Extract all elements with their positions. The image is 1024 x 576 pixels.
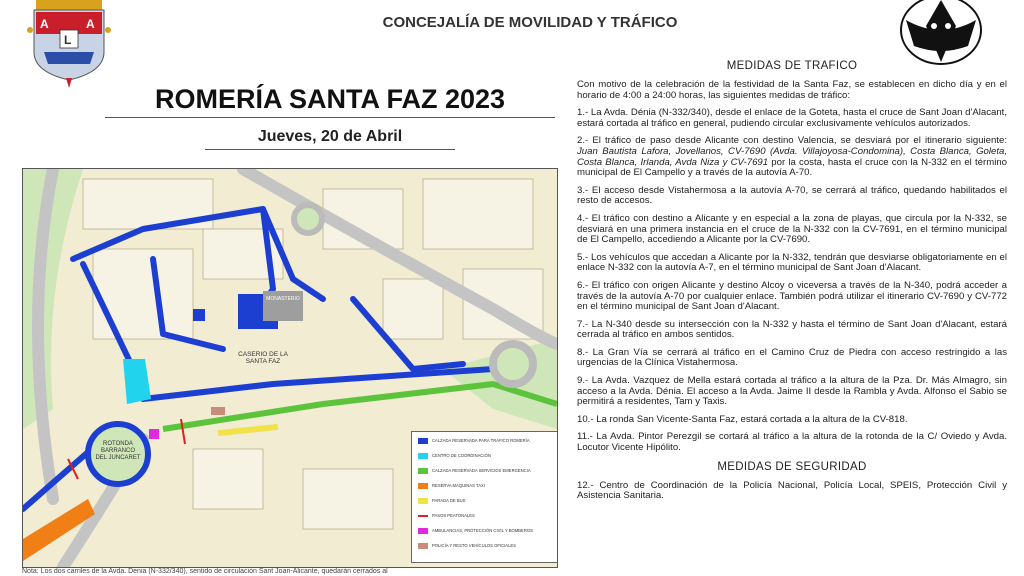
traffic-item: 10.- La ronda San Vicente-Santa Faz, estará cortada a la altura de la CV-818.: [577, 413, 908, 425]
santa-faz-emblem: [898, 0, 984, 68]
traffic-item: 8.- La Gran Vía se cerrará al tráfico en el Camino Cruz de Piedra con acceso restringido a las urgencias de la Clínica Vistahermosa.: [577, 346, 1007, 369]
map-label-caserio: CASERIO DE LA SANTA FAZ: [238, 351, 288, 365]
traffic-heading: MEDIDAS DE TRÁFICO: [726, 60, 858, 72]
map-label-building: MONASTERIO: [266, 296, 300, 302]
traffic-intro: Con motivo de la celebración de la festividad de la Santa Faz, se establecen en dicho día y en el horario de 4:00 a 24:00 horas, las siguientes medidas de tráfico:: [577, 79, 1007, 101]
legend-item: RESERVA MAQUINAS TAXI: [418, 481, 558, 491]
legend-item: POLICÍA Y RESTO VEHÍCULOS OFICIALES: [418, 541, 558, 551]
legend-item: CALZADA RESERVADA PARA TRÁFICO ROMERÍA: [418, 436, 558, 446]
page-title: ROMERÍA SANTA FAZ 2023: [105, 84, 555, 118]
traffic-item: 4.- El tráfico con destino a Alicante y en especial a la zona de playas, que circula por la N-332, se desviará en una primera instancia en el cruce de la N-332 con la CV-7691, en el término municipal de El Campello, accediendo a Alicante por la CV-7690.: [577, 212, 1007, 246]
city-crest: [26, 0, 112, 88]
legend-item: CALZADA RESERVADA SERVICIOS EMERGENCIA: [418, 466, 558, 476]
traffic-item: 3.- El acceso desde Vistahermosa a la autovía A-70, se cerrará al tráfico, quedando habilitados el resto de accesos.: [577, 184, 1007, 207]
traffic-item: 6.- El tráfico con origen Alicante y destino Alcoy o viceversa a través de la N-340, podrá acceder a través de la autovía A-70 por cualquier enlace. También podrá utilizar el itinerario CV-7690 y CV-772 en el término municipal de Sant Joan d'Alacant.: [577, 279, 1007, 313]
department-heading: CONCEJALÍA DE MOVILIDAD Y TRÁFICO: [382, 14, 678, 31]
traffic-item: 7.- La N-340 desde su intersección con la N-332 y hasta el término de Sant Joan d'Alacant, estará cerrada al tráfico en ambos sentidos.: [577, 318, 1007, 341]
event-date: Jueves, 20 de Abril: [205, 128, 455, 150]
legend-item: PARADA DE BUS: [418, 496, 558, 506]
item-text: por la costa, hasta el cruce con la N-332 en el término municipal de El Campello y a través de la autovía A-70.: [577, 156, 1007, 179]
security-item: 12.- Centro de Coordinación de la Policía Nacional, Policía Local, SPEIS, Protección Civil y Asistencia Sanitaria.: [577, 479, 1007, 502]
map-legend: [411, 431, 558, 563]
traffic-item: 9.- La Avda. Vazquez de Mella estará cortada al tráfico a la altura de la Pza. Dr. Más Almagro, sin acceso a la Avda. Dénia. El acceso a la Avda. Jaime II desde la Rambla y Avda. Alfonso el Sabio se permitirá a residentes, Tam y Taxis.: [577, 375, 1007, 408]
item-route: Juan Bautista Lafora, Jovellanos, CV-7690 (Avda. Villajoyosa-Condomina), Costa Blanca, Goleta, Costa Blanca, Irlanda, Avda Niza y CV-7691: [577, 145, 1007, 168]
crest-letter: L: [64, 33, 72, 47]
legend-item: AMBULANCIAS, PROTECCIÓN CIVIL Y BOMBEROS: [418, 526, 558, 536]
security-heading: MEDIDAS DE SEGURIDAD: [717, 460, 867, 473]
map-note: Nota: Los dos carriles de la Avda. Denia (N-332/340), sentido de circulación Sant Joan-Alicante, quedarán cerrados al: [22, 568, 388, 575]
map-label-rotonda: ROTONDA BARRANCO DEL JUNCARET: [95, 441, 141, 461]
crest-letter: A: [86, 17, 95, 31]
traffic-map: [22, 168, 558, 568]
city-crest-icon: [26, 0, 112, 88]
traffic-item: 1.- La Avda. Dénia (N-332/340), desde el enlace de la Goteta, hasta el cruce de Sant Joan d'Alacant, estará cortada al tráfico en general, pudiendo circular exclusivamente vehículos autorizados.: [577, 107, 1007, 129]
santa-faz-emblem-icon: [898, 0, 984, 68]
measures-column: [577, 60, 1007, 576]
crest-letter: A: [40, 17, 49, 31]
traffic-item: 11.- La Avda. Pintor Perezgil se cortará al tráfico a la altura de la rotonda de la C/ Oviedo y Avda. Locutor Vicente Hipólito.: [577, 431, 1007, 454]
traffic-item: 5.- Los vehículos que accedan a Alicante por la N-332, tendrán que desviarse obligatoriamente en el enlace N-332 con la autovía A-7, en el término municipal de Sant Joan d'Alacant.: [577, 251, 1007, 274]
legend-item: CENTRO DE COORDINACIÓN: [418, 451, 558, 461]
legend-item: PASOS PEATONALES: [418, 511, 558, 521]
traffic-item: [577, 136, 1007, 178]
item-text: 2.- El tráfico de paso desde Alicante con destino Valencia, se desviará por el itinerario siguiente:: [577, 135, 1007, 147]
